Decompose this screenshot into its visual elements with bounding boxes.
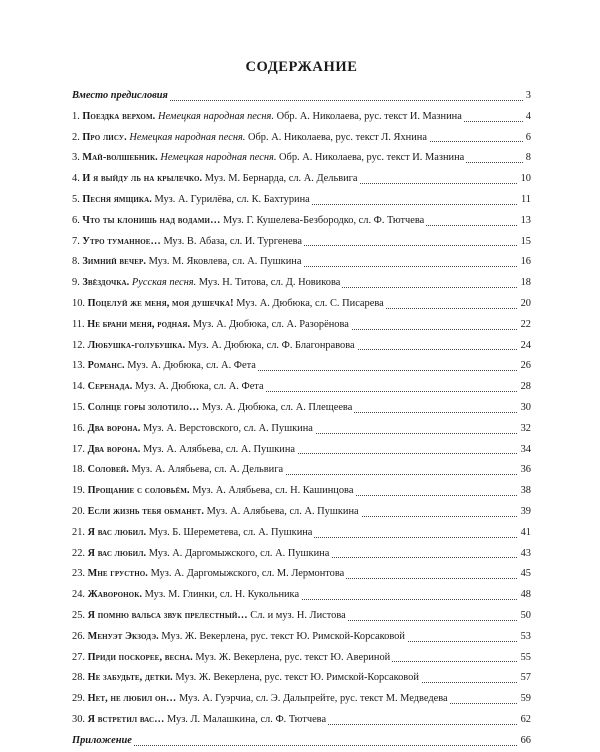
entry-text xyxy=(72,194,312,205)
song-genre: Немецкая народная песня. xyxy=(160,152,277,164)
song-credits: Муз. М. Яковлева, сл. А. Пушкина xyxy=(148,256,302,268)
page-number: 18 xyxy=(518,273,531,294)
page-number: 45 xyxy=(518,564,531,585)
toc-entry-row[interactable] xyxy=(72,668,531,689)
page-number: 16 xyxy=(518,252,531,273)
song-title: Жаворонок. xyxy=(87,589,143,601)
entry-text xyxy=(72,381,266,392)
page-number: 30 xyxy=(518,398,531,419)
song-credits: Муз. Г. Кушелева-Безбородко, сл. Ф. Тютчева xyxy=(222,214,425,226)
song-credits: Обр. А. Николаева, рус. текст И. Мазнина xyxy=(279,152,465,164)
toc-entry-row[interactable] xyxy=(72,107,531,128)
entry-number: 18. xyxy=(72,464,85,476)
entry-number: 11. xyxy=(72,318,85,330)
toc-entry-row[interactable] xyxy=(72,232,531,253)
song-credits: Муз. Л. Малашкина, сл. Ф. Тютчева xyxy=(167,713,327,725)
entry-number: 22. xyxy=(72,547,85,559)
page-number: 36 xyxy=(518,460,531,481)
page-number: 28 xyxy=(518,377,531,398)
page-number: 62 xyxy=(518,710,531,731)
toc-appendix-row[interactable] xyxy=(72,731,531,752)
song-credits: Муз. А. Дюбюка, сл. С. Писарева xyxy=(236,297,384,309)
song-title: Я помню вальса звук прелестный… xyxy=(87,609,248,621)
page-number: 15 xyxy=(518,232,531,253)
entry-text xyxy=(72,173,360,184)
entry-number: 9. xyxy=(72,277,80,289)
song-title: Не брани меня, родная. xyxy=(87,318,191,330)
toc-entry-row[interactable] xyxy=(72,356,531,377)
toc-entry-row[interactable] xyxy=(72,606,531,627)
song-title: Я вас любил. xyxy=(87,547,147,559)
entry-text xyxy=(72,402,354,413)
entry-number: 28. xyxy=(72,672,85,684)
entry-number: 5. xyxy=(72,193,80,205)
song-credits: Муз. А. Дюбюка, сл. А. Фета xyxy=(135,381,264,393)
entry-number: 15. xyxy=(72,401,85,413)
song-credits: Муз. А. Даргомыжского, сл. А. Пушкина xyxy=(148,547,330,559)
toc-entry-row[interactable] xyxy=(72,585,531,606)
page-number: 48 xyxy=(518,585,531,606)
page-number: 6 xyxy=(523,128,531,149)
entry-text xyxy=(72,568,346,579)
entry-number: 20. xyxy=(72,505,85,517)
toc-entry-row[interactable] xyxy=(72,648,531,669)
song-title: Солнце горы золотило… xyxy=(87,401,200,413)
entry-text xyxy=(72,672,421,683)
song-title: И я выйду ль на крылечко. xyxy=(82,173,203,185)
song-title: Нет, не любил он… xyxy=(87,693,177,705)
song-genre: Русская песня. xyxy=(131,277,197,289)
song-credits: Обр. А. Николаева, рус. текст Л. Яхнина xyxy=(248,131,427,143)
toc-entry-row[interactable] xyxy=(72,440,531,461)
page-number: 55 xyxy=(518,648,531,669)
entry-number: 10. xyxy=(72,297,85,309)
entry-number: 23. xyxy=(72,568,85,580)
entry-text xyxy=(72,527,314,538)
entry-text xyxy=(72,277,342,288)
toc-entry-row[interactable] xyxy=(72,689,531,710)
song-credits: Муз. Ж. Векерлена, рус. текст Ю. Авериной xyxy=(195,651,391,663)
page-number: 13 xyxy=(518,211,531,232)
toc-entry-row[interactable] xyxy=(72,544,531,565)
song-title: Поездка верхом. xyxy=(82,110,156,122)
entry-number: 26. xyxy=(72,630,85,642)
page-number: 59 xyxy=(518,689,531,710)
toc-entries xyxy=(72,107,531,731)
page-number: 10 xyxy=(518,169,531,190)
entry-text xyxy=(72,464,285,475)
toc-entry-row[interactable] xyxy=(72,564,531,585)
page-number: 8 xyxy=(523,148,531,169)
entry-number: 8. xyxy=(72,256,80,268)
song-title: Приди поскорее, весна. xyxy=(87,651,193,663)
toc-preface-row[interactable] xyxy=(72,86,531,107)
entry-number: 21. xyxy=(72,526,85,538)
toc-list xyxy=(72,86,531,752)
song-title: Что ты клонишь над водами… xyxy=(82,214,221,226)
entry-number: 27. xyxy=(72,651,85,663)
song-title: Романс. xyxy=(87,360,125,372)
entry-text xyxy=(72,444,297,455)
song-title: Серенада. xyxy=(87,381,133,393)
toc-entry-row[interactable] xyxy=(72,169,531,190)
entry-text xyxy=(72,360,258,371)
toc-entry-row[interactable] xyxy=(72,377,531,398)
toc-entry-row[interactable] xyxy=(72,398,531,419)
song-credits: Муз. Б. Шереметева, сл. А. Пушкина xyxy=(148,526,313,538)
song-title: Менуэт Экзодэ. xyxy=(87,630,159,642)
entry-text xyxy=(72,319,351,330)
entry-text xyxy=(72,298,386,309)
song-title: Песня ямщика. xyxy=(82,193,152,205)
entry-number: 17. xyxy=(72,443,85,455)
page-number: 43 xyxy=(518,544,531,565)
song-credits: Муз. А. Гуэрчиа, сл. Э. Дальпрейте, рус. текст М. Медведева xyxy=(178,693,448,705)
dot-leader xyxy=(72,745,531,746)
toc-entry-row[interactable] xyxy=(72,419,531,440)
song-credits: Обр. А. Николаева, рус. текст И. Мазнина xyxy=(276,110,462,122)
page-number: 34 xyxy=(518,440,531,461)
song-credits: Муз. Ж. Векерлена, рус. текст Ю. Римской-Корсаковой xyxy=(175,672,419,684)
entry-text xyxy=(72,631,407,642)
song-title: Два ворона. xyxy=(87,443,141,455)
toc-entry-row[interactable] xyxy=(72,627,531,648)
entry-number: 6. xyxy=(72,214,80,226)
song-title: Зимний вечер. xyxy=(82,256,146,268)
entry-number: 7. xyxy=(72,235,80,247)
entry-text xyxy=(72,610,348,621)
entry-number: 4. xyxy=(72,173,80,185)
song-credits: Муз. Ж. Векерлена, рус. текст Ю. Римской-Корсаковой xyxy=(161,630,405,642)
page-number: 57 xyxy=(518,668,531,689)
toc-entry-row[interactable] xyxy=(72,294,531,315)
page-number: 3 xyxy=(523,86,531,107)
song-credits: Муз. А. Даргомыжского, сл. М. Лермонтова xyxy=(150,568,345,580)
toc-entry-row[interactable] xyxy=(72,460,531,481)
song-credits: Муз. А. Алябьева, сл. А. Пушкина xyxy=(143,443,296,455)
entry-text xyxy=(72,423,315,434)
page-number: 4 xyxy=(523,107,531,128)
song-title: Утро туманное… xyxy=(82,235,161,247)
toc-entry-row[interactable] xyxy=(72,710,531,731)
page-title: СОДЕРЖАНИЕ xyxy=(245,59,358,75)
page-number: 32 xyxy=(518,419,531,440)
song-title: Если жизнь тебя обманет. xyxy=(87,505,204,517)
entry-text xyxy=(72,111,464,122)
song-credits: Муз. А. Дюбюка, сл. Ф. Благонравова xyxy=(187,339,355,351)
toc-entry-row[interactable] xyxy=(72,336,531,357)
toc-entry-row[interactable] xyxy=(72,502,531,523)
song-title: Май-волшебник. xyxy=(82,152,158,164)
song-title: Про лису. xyxy=(82,131,127,143)
toc-entry-row[interactable] xyxy=(72,252,531,273)
song-credits: Муз. А. Алябьева, сл. Н. Кашинцова xyxy=(192,485,354,497)
song-genre: Немецкая народная песня. xyxy=(157,110,274,122)
song-credits: Сл. и муз. Н. Листова xyxy=(250,609,346,621)
song-title: Поцелуй же меня, моя душечка! xyxy=(87,297,234,309)
page-number: 11 xyxy=(518,190,531,211)
entry-number: 24. xyxy=(72,589,85,601)
entry-text xyxy=(72,215,426,226)
song-credits: Муз. А. Дюбюка, сл. А. Разорёнова xyxy=(192,318,349,330)
entry-text xyxy=(72,714,328,725)
entry-number: 1. xyxy=(72,110,80,122)
entry-number: 3. xyxy=(72,152,80,164)
page-number: 39 xyxy=(518,502,531,523)
entry-text xyxy=(72,589,301,600)
entry-text xyxy=(72,236,304,247)
song-title: Прощание с соловьём. xyxy=(87,485,190,497)
page-number: 26 xyxy=(518,356,531,377)
entry-text xyxy=(72,256,303,267)
song-credits: Муз. В. Абаза, сл. И. Тургенева xyxy=(163,235,303,247)
entry-text xyxy=(72,652,392,663)
toc-entry-row[interactable] xyxy=(72,211,531,232)
song-credits: Муз. А. Гурилёва, сл. К. Бахтурина xyxy=(154,193,310,205)
page-number: 66 xyxy=(518,731,531,752)
entry-text xyxy=(72,693,450,704)
entry-number: 13. xyxy=(72,360,85,372)
entry-text xyxy=(72,152,466,163)
entry-number: 16. xyxy=(72,422,85,434)
entry-number: 30. xyxy=(72,713,85,725)
toc-entry-row[interactable] xyxy=(72,190,531,211)
toc-entry-row[interactable] xyxy=(72,273,531,294)
song-title: Два ворона. xyxy=(87,422,141,434)
song-credits: Муз. Н. Титова, сл. Д. Новикова xyxy=(198,277,341,289)
toc-entry-row[interactable] xyxy=(72,523,531,544)
page-number: 22 xyxy=(518,315,531,336)
entry-text xyxy=(72,340,357,351)
song-credits: Муз. А. Дюбюка, сл. А. Фета xyxy=(127,360,256,372)
song-credits: Муз. А. Верстовского, сл. А. Пушкина xyxy=(143,422,313,434)
entry-number: 12. xyxy=(72,339,85,351)
entry-number: 29. xyxy=(72,693,85,705)
song-title: Соловей. xyxy=(87,464,129,476)
entry-text xyxy=(72,132,429,143)
page-number: 50 xyxy=(518,606,531,627)
toc-entry-row[interactable] xyxy=(72,148,531,169)
toc-entry-row[interactable] xyxy=(72,481,531,502)
table-of-contents-page xyxy=(72,58,531,752)
song-credits: Муз. А. Дюбюка, сл. А. Плещеева xyxy=(201,401,353,413)
entry-number: 25. xyxy=(72,609,85,621)
entry-text xyxy=(72,548,331,559)
entry-number: 14. xyxy=(72,381,85,393)
entry-number: 2. xyxy=(72,131,80,143)
toc-entry-row[interactable] xyxy=(72,128,531,149)
song-title: Я вас любил. xyxy=(87,526,147,538)
song-title: Я встретил вас… xyxy=(87,713,165,725)
entry-text xyxy=(72,506,361,517)
page-number: 38 xyxy=(518,481,531,502)
song-genre: Немецкая народная песня. xyxy=(129,131,246,143)
song-credits: Муз. А. Алябьева, сл. А. Пушкина xyxy=(206,505,359,517)
preface-label: Вместо предисловия xyxy=(72,90,168,101)
toc-entry-row[interactable] xyxy=(72,315,531,336)
entry-text xyxy=(72,485,355,496)
page-number: 41 xyxy=(518,523,531,544)
song-title: Мне грустно. xyxy=(87,568,148,580)
song-title: Не забудьте, детки. xyxy=(87,672,173,684)
page-number: 53 xyxy=(518,627,531,648)
page-number: 24 xyxy=(518,336,531,357)
song-title: Звёздочка. xyxy=(82,277,130,289)
song-credits: Муз. А. Алябьева, сл. А. Дельвига xyxy=(131,464,284,476)
song-credits: Муз. М. Глинки, сл. Н. Кукольника xyxy=(144,589,300,601)
song-credits: Муз. М. Бернарда, сл. А. Дельвига xyxy=(204,173,358,185)
entry-number: 19. xyxy=(72,485,85,497)
page-number: 20 xyxy=(518,294,531,315)
song-title: Любушка-голубушка. xyxy=(87,339,186,351)
appendix-label: Приложение xyxy=(72,734,132,746)
